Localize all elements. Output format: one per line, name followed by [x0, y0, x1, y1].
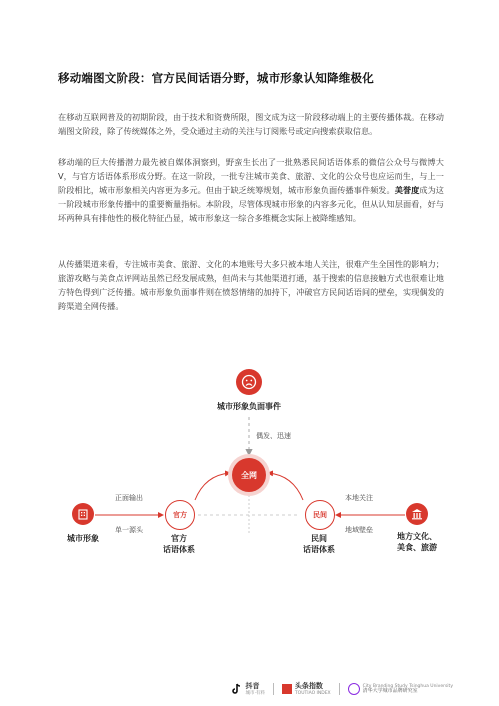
page-title: 移动端图文阶段：官方民间话语分野，城市形象认知降维极化 — [58, 71, 374, 85]
tsinghua-lab-logo — [348, 683, 453, 695]
negative-event-label: 城市形象负面事件 — [217, 402, 281, 411]
paragraph-self-media-a: 移动端的巨大传播潜力最先被自媒体洞察到，野蛮生长出了一批熟悉民间话语体系的微信公众号与微博大V，与官方话语体系形成分野。在这一阶段，一批专注城市美食、旅游、文化的公众号也应运而生，与上一阶段相比，城市形象相关内容更为多元。但由于缺乏统筹规划，城市形象负面传播事件频发。 — [58, 157, 444, 195]
local-culture-label: 地方文化、 美食、旅游 — [397, 532, 437, 552]
paragraph-self-media — [58, 155, 444, 225]
tsinghua-logo-sub: City Branding Study Tsinghua University — [362, 683, 453, 689]
toutiao-logo-text: 头条指数 — [294, 682, 323, 690]
footer-logos — [230, 681, 453, 696]
footer-separator — [339, 683, 340, 695]
douyin-logo-text: 抖音 — [245, 682, 260, 690]
toutiao-index-logo — [282, 681, 331, 696]
building-icon — [77, 508, 89, 520]
tsinghua-icon — [348, 683, 360, 695]
local-culture-node — [406, 503, 428, 525]
arrow-folk-to-center — [268, 473, 303, 500]
folk-discourse-label: 民间 话语体系 — [303, 534, 335, 554]
whole-network-node — [232, 458, 266, 492]
folk-icon: 民间 — [313, 511, 327, 519]
positive-output-label: 正面输出 — [115, 494, 143, 502]
propagation-diagram — [0, 355, 499, 595]
single-source-label: 单一源头 — [115, 526, 143, 534]
local-attention-label: 本地关注 — [345, 494, 373, 502]
arrow-official-to-center — [195, 473, 230, 500]
official-icon: 官方 — [173, 511, 187, 519]
footer-separator — [273, 683, 274, 695]
city-image-label: 城市形象 — [67, 534, 99, 543]
douyin-logo-sub: 城市·有料 — [245, 691, 265, 696]
negative-event-node — [236, 369, 262, 395]
sad-face-icon — [241, 374, 257, 390]
city-image-node — [72, 503, 94, 525]
folk-node — [305, 500, 335, 530]
whole-network-label: 全网 — [241, 470, 257, 480]
official-node — [165, 500, 195, 530]
toutiao-logo-sub: TOUTIAO INDEX — [294, 691, 331, 696]
paragraph-intro: 在移动互联网普及的初期阶段，由于技术和资费所限，图文成为这一阶段移动端上的主要传播体裁。在移动端图文阶段，除了传统媒体之外，受众通过主动的关注与订阅账号或定向搜索获取信息。 — [58, 112, 444, 136]
douyin-logo — [230, 681, 264, 696]
tsinghua-logo-text: 清华大学城市品牌研究室 — [362, 687, 418, 694]
top-edge-label: 偶发、迅速 — [256, 432, 291, 440]
regional-barrier-label: 地域壁垒 — [345, 526, 373, 534]
paragraph-channels: 从传播渠道来看，专注城市美食、旅游、文化的本地账号大多只被本地人关注，很难产生全国性的影响力；旅游攻略与美食点评网站虽然已经发展成熟，但尚未与其他渠道打通，基于搜索的信息接触方式也很难让地方特色得到广泛传播。城市形象负面事件则在愤怒情绪的加持下，冲破官方民间话语间的壁垒，实现偶发的跨渠道全网传播。 — [58, 259, 444, 311]
douyin-icon — [230, 683, 242, 695]
reputation-keyword: 美誉度 — [394, 185, 420, 195]
official-discourse-label: 官方 话语体系 — [163, 534, 195, 554]
paragraph-self-media-b: 成为这一阶段城市形象传播中的重要衡量指标。本阶段，尽管体现城市形象的内容多元化，但从认知层面看，好与坏两种具有排他性的极化特征凸显，城市形象这一综合多维概念实际上被降维感知。 — [58, 185, 444, 223]
temple-icon — [411, 508, 423, 520]
toutiao-icon — [282, 684, 292, 694]
